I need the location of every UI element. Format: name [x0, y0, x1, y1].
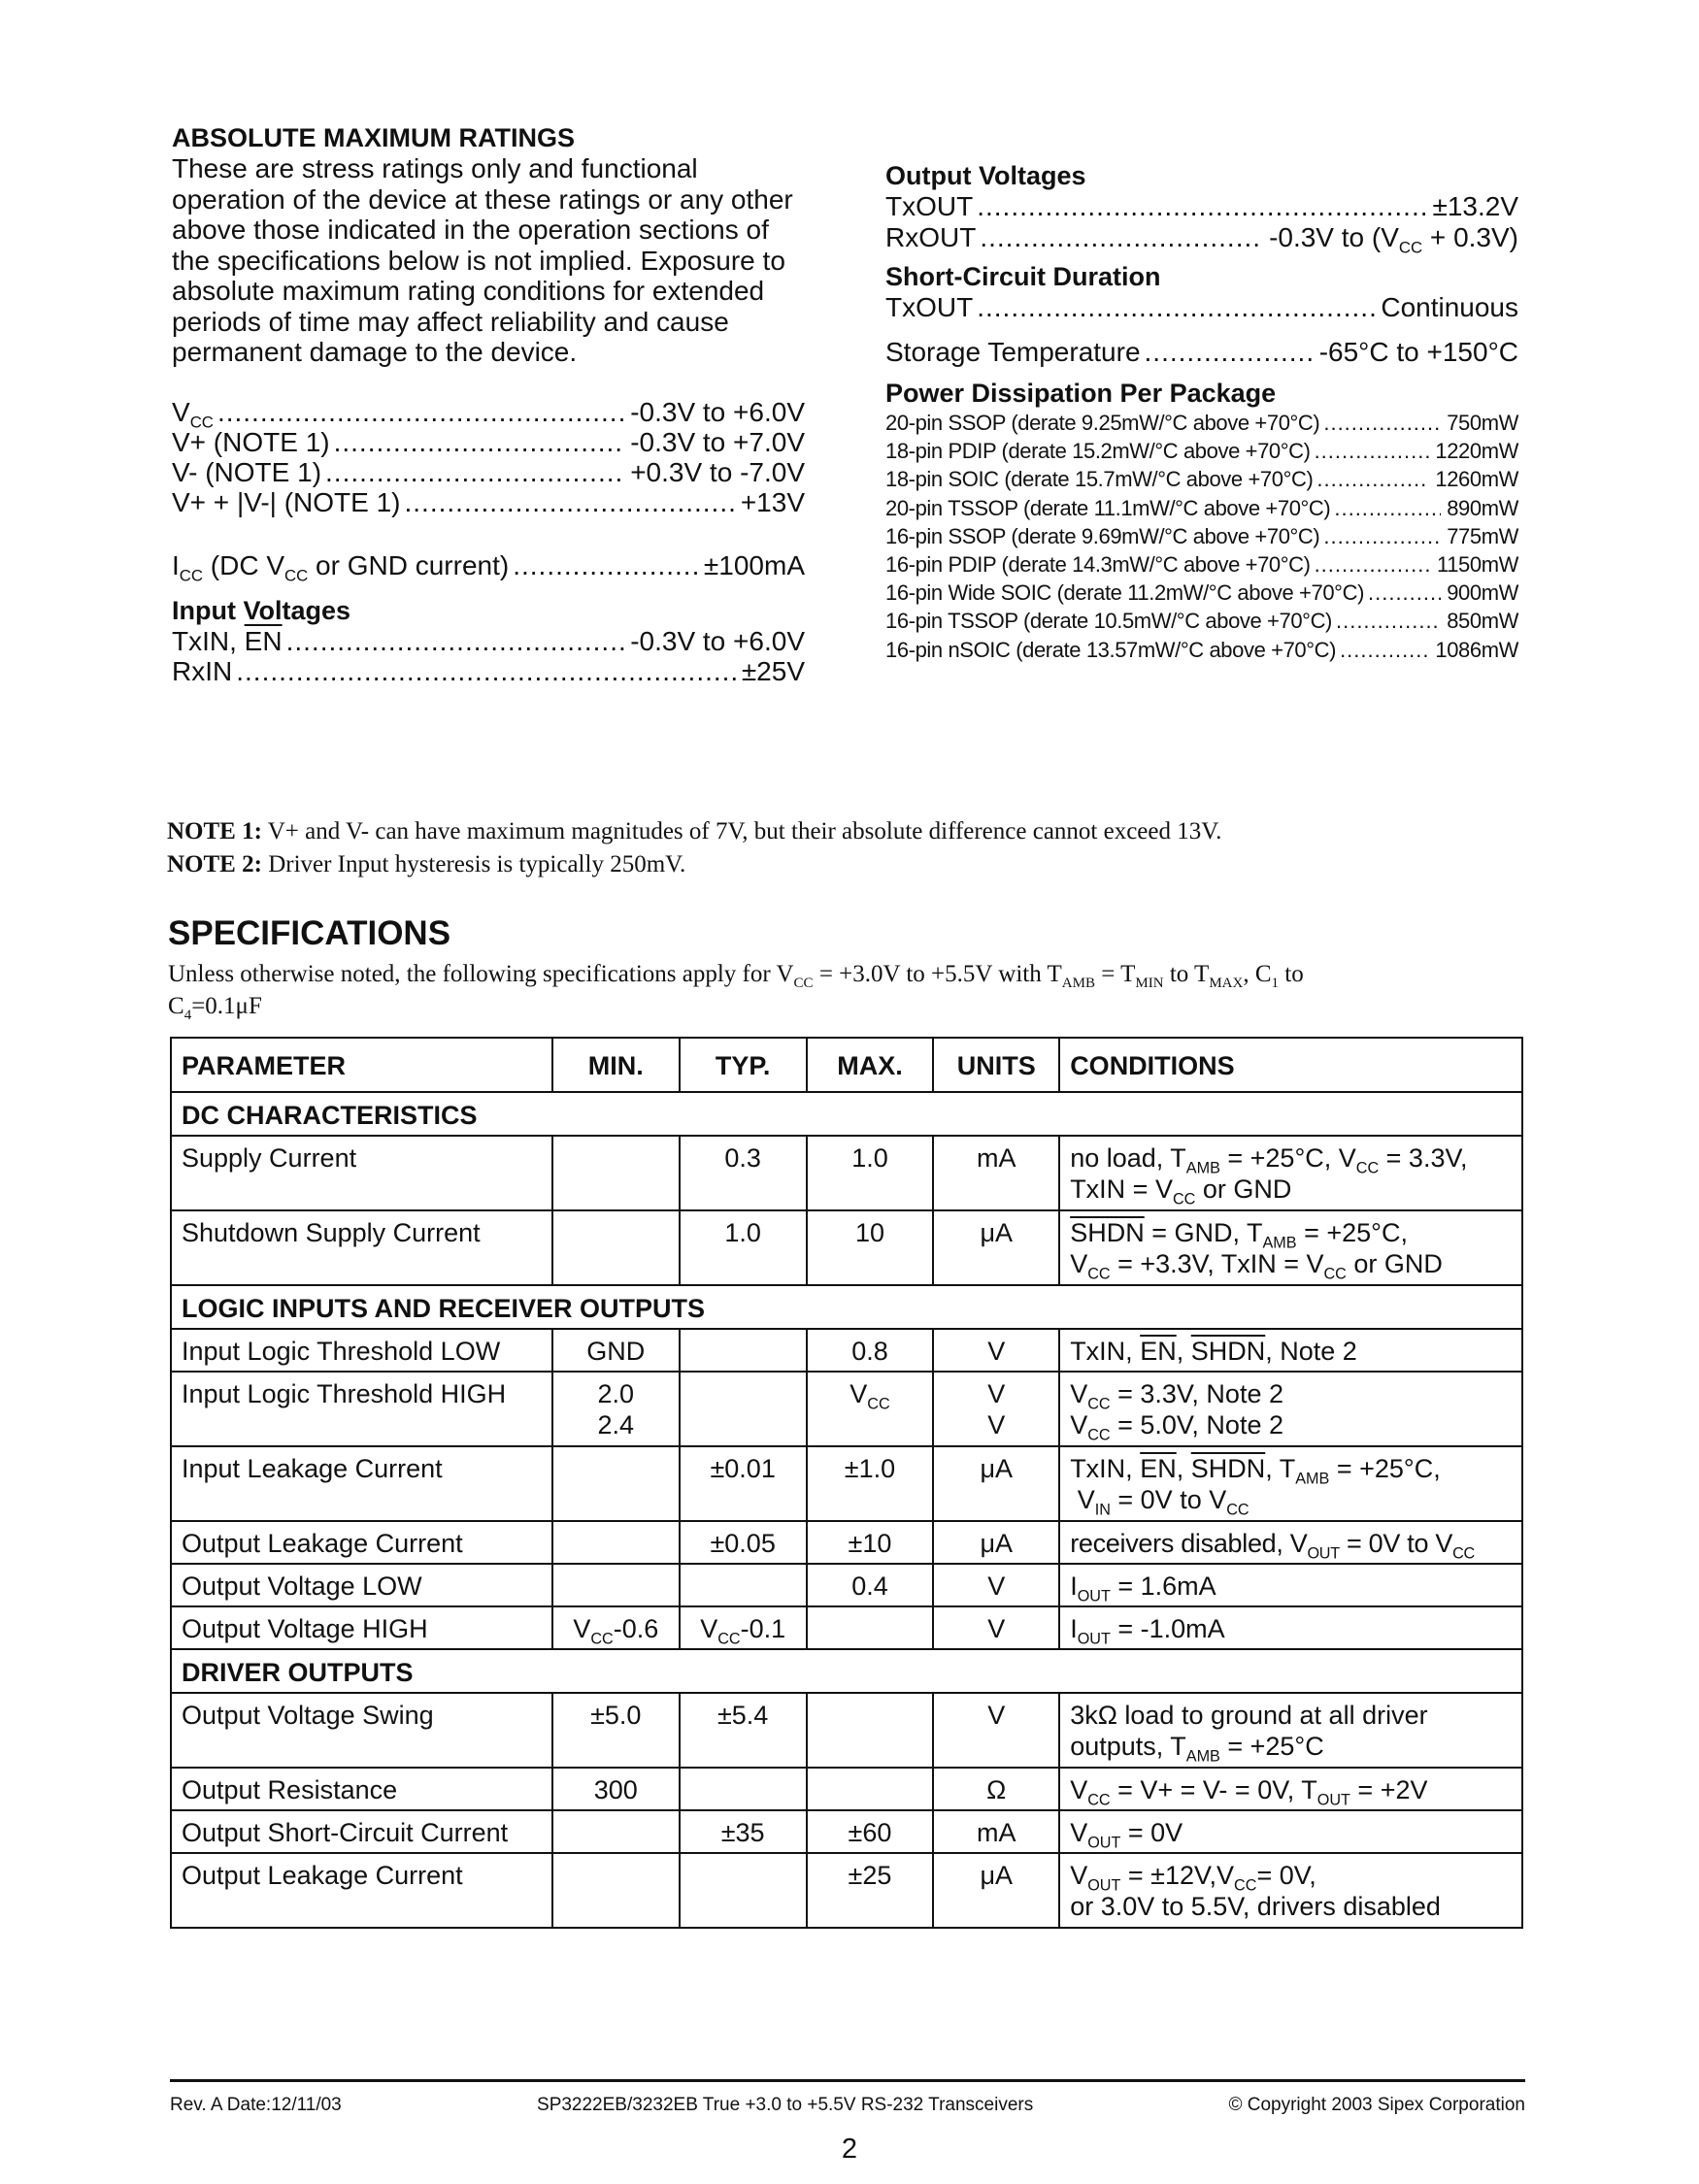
package-row: 18-pin SOIC (derate 15.7mW/°C above +70°C) ..... 1260mW	[885, 465, 1518, 493]
package-list	[885, 409, 1518, 664]
specifications-subtitle: Unless otherwise noted, the following specifications apply for $V_{CC} = +3.0V$ to +5.5V with $T_{AMB} = T_{MIN}$ to $T_{MAX}$, $C_1$ to $C_4=0.1\mu F$	[168, 961, 1304, 1023]
rating-txout: TxOUT ..... ±13.2V	[885, 191, 1518, 222]
package-row: 20-pin TSSOP (derate 11.1mW/°C above +70°C) ..... 890mW	[885, 494, 1518, 522]
header-cell: CONDITIONS	[1059, 1038, 1522, 1092]
section-label: DC CHARACTERISTICS	[171, 1092, 1522, 1136]
table-row: Input Logic Threshold HIGH 2.0 2.4 $V_{CC}$ V V $V_{CC} = 3.3V$, Note 2 $V_{CC} = 5.0V$, Note 2	[171, 1372, 1522, 1446]
package-row: 16-pin nSOIC (derate 13.57mW/°C above +70°C) ..... 1086mW	[885, 636, 1518, 664]
header-cell: MAX.	[807, 1038, 934, 1092]
table-header-row	[171, 1038, 1522, 1092]
header-cell: MIN.	[552, 1038, 680, 1092]
rating-vcc: $V_{CC}$ ..... -0.3V to +6.0V	[172, 397, 805, 427]
table-row: Input Leakage Current ±0.01 ±1.0 μA TxIN, $\overline{EN}$, SHDN, $T_{AMB} = +25^\circ C$, $V_{IN} = 0V$ to $V_{CC}$	[171, 1446, 1522, 1521]
power-dissipation-title: Power Dissipation Per Package	[885, 379, 1277, 408]
rating-short-txout: TxOUT ..... Continuous	[885, 292, 1518, 323]
table-row: Output Voltage Swing ±5.0 ±5.4 V 3kΩ load to ground at all driver outputs, $T_{AMB} = +25^\circ C$	[171, 1693, 1522, 1768]
table-row: Supply Current 0.3 1.0 mA no load, $T_{AMB} = +25^\circ C$, $V_{CC} = 3.3V$, TxIN = $V_{CC}$ or GND	[171, 1136, 1522, 1210]
footer-rule	[170, 2079, 1525, 2082]
table-row: Output Leakage Current ±25 μA $V_{OUT} = \pm 12V,V_{CC}= 0V$, or 3.0V to 5.5V, drivers disabled	[171, 1853, 1522, 1928]
package-row: 18-pin PDIP (derate 15.2mW/°C above +70°C) ..... 1220mW	[885, 437, 1518, 465]
rating-storage-temperature: Storage Temperature ..... -65°C to +150°C	[885, 337, 1518, 368]
header-cell: TYP.	[680, 1038, 807, 1092]
table-row: Shutdown Supply Current 1.0 10 μA SHDN = GND, $T_{AMB} = +25^\circ C$, $V_{CC} = +3.3V$, TxIN = $V_{CC}$ or GND	[171, 1210, 1522, 1285]
section-title: ABSOLUTE MAXIMUM RATINGS	[172, 123, 575, 152]
table-row: Output Voltage HIGH $V_{CC}-0.6$ $V_{CC}-0.1$ V $I_{OUT} = -1.0mA$	[171, 1606, 1522, 1649]
absolute-maximum-ratings	[172, 123, 808, 686]
footer-product: SP3222EB/3232EB True +3.0 to +5.5V RS-232 Transceivers	[537, 2095, 1034, 2115]
header-cell: PARAMETER	[171, 1038, 552, 1092]
package-row: 16-pin Wide SOIC (derate 11.2mW/°C above +70°C) ..... 900mW	[885, 579, 1518, 607]
footer	[170, 2095, 1525, 2116]
footer-revision: Rev. A Date:12/11/03	[170, 2095, 342, 2115]
page-number: 2	[841, 2134, 858, 2165]
intro-paragraph: These are stress ratings only and functional operation of the device at these ratings or any other above those indicated in the operation sections of the specifications below is not implied. Exposure to absolute maximum rating conditions for extended periods of time may affect reliability and cause permanent damage to the device.	[172, 153, 793, 367]
table-row: Output Voltage LOW 0.4 V $I_{OUT} = 1.6mA$	[171, 1564, 1522, 1606]
note-1: NOTE 1: V+ and V- can have maximum magnitudes of 7V, but their absolute difference cannot exceed 13V.	[167, 818, 1222, 844]
short-circuit-title: Short-Circuit Duration	[885, 262, 1161, 291]
rating-rxin: RxIN ..... ±25V	[172, 656, 805, 686]
section-row	[171, 1092, 1522, 1136]
rating-rxout: RxOUT ..... -0.3V to $(V_{CC} + 0.3V)$	[885, 222, 1518, 253]
package-row: 16-pin SSOP (derate 9.69mW/°C above +70°C) ..... 775mW	[885, 522, 1518, 550]
right-column-ratings	[885, 160, 1518, 664]
rating-icc: $I_{CC}$ (DC $V_{CC}$ or GND current) ..... ±100mA	[172, 550, 805, 580]
package-row: 16-pin TSSOP (derate 10.5mW/°C above +70°C) ..... 850mW	[885, 607, 1518, 635]
note-2: NOTE 2: Driver Input hysteresis is typically 250mV.	[167, 851, 686, 877]
specifications-table	[170, 1037, 1523, 1929]
section-row	[171, 1285, 1522, 1329]
rating-vsum: V+ + |V-| (NOTE 1) ..... +13V	[172, 487, 805, 517]
package-row: 16-pin PDIP (derate 14.3mW/°C above +70°C) ..... 1150mW	[885, 550, 1518, 579]
section-label: LOGIC INPUTS AND RECEIVER OUTPUTS	[171, 1285, 1522, 1329]
specifications-title: SPECIFICATIONS	[168, 914, 451, 952]
section-row	[171, 1649, 1522, 1693]
section-label: DRIVER OUTPUTS	[171, 1649, 1522, 1693]
rating-vminus: V- (NOTE 1) ..... +0.3V to -7.0V	[172, 457, 805, 487]
header-cell: UNITS	[933, 1038, 1059, 1092]
table-row: Output Resistance 300 Ω $V_{CC} = V+ = V- = 0V$, $T_{OUT} = +2V$	[171, 1768, 1522, 1810]
table-row: Output Leakage Current ±0.05 ±10 μA receivers disabled, $V_{OUT} = 0V$ to $V_{CC}$	[171, 1521, 1522, 1564]
footer-copyright: © Copyright 2003 Sipex Corporation	[1228, 2095, 1525, 2115]
package-row: 20-pin SSOP (derate 9.25mW/°C above +70°C) ..... 750mW	[885, 409, 1518, 437]
table-row: Input Logic Threshold LOW GND 0.8 V TxIN, $\overline{EN}$, SHDN, Note 2	[171, 1329, 1522, 1372]
rating-vplus: V+ (NOTE 1) ..... -0.3V to +7.0V	[172, 427, 805, 457]
input-voltages-title: Input Voltages	[172, 595, 351, 625]
table-row: Output Short-Circuit Current ±35 ±60 mA $V_{OUT} = 0V$	[171, 1810, 1522, 1853]
notes	[167, 815, 1221, 881]
rating-txin: TxIN, $\overline{EN}$ ..... -0.3V to +6.0V	[172, 626, 805, 656]
output-voltages-title: Output Voltages	[885, 161, 1086, 190]
